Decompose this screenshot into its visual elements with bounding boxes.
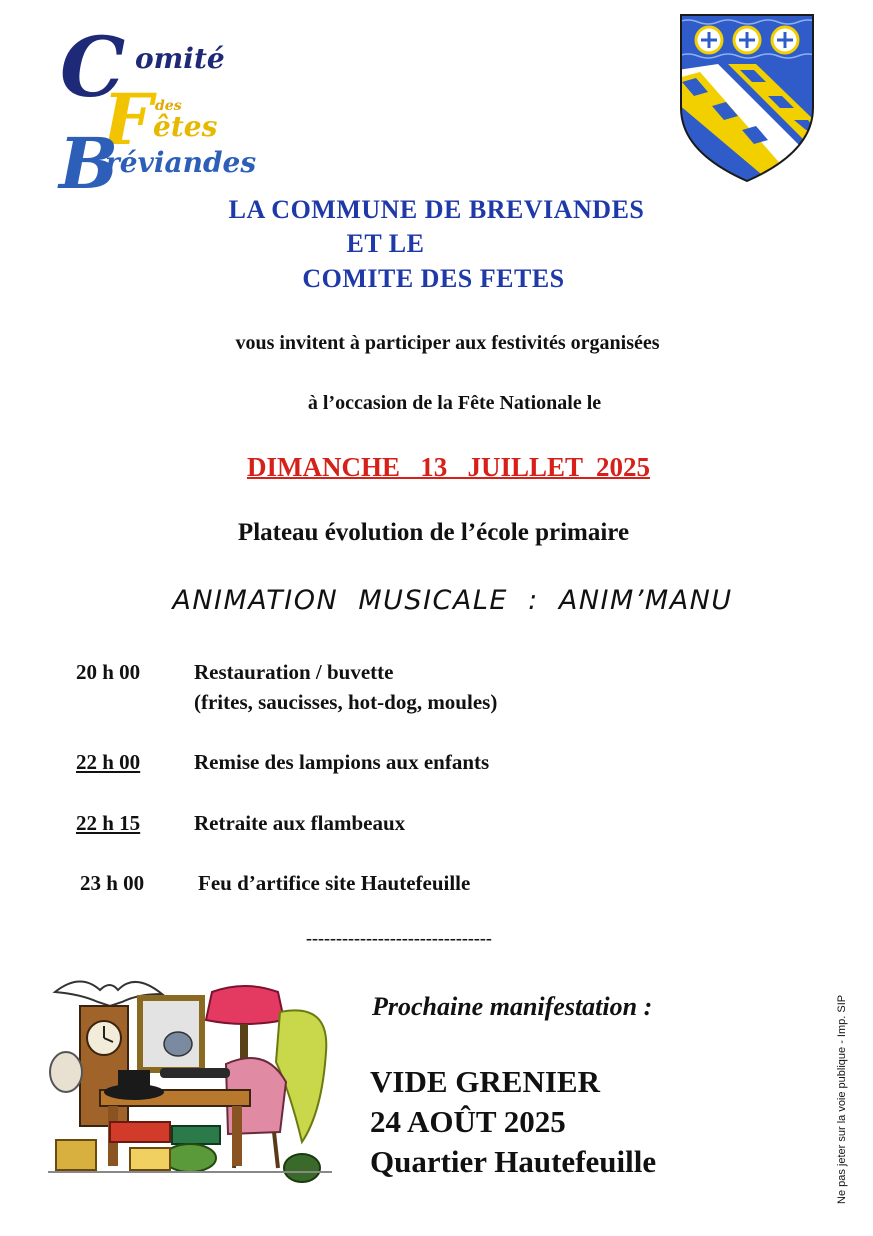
logo-letter-b: B (59, 122, 119, 205)
invitation-line-1: vous invitent à participer aux festivités organisées (235, 332, 660, 354)
logo-word-etes: êtes (153, 110, 218, 143)
logo-word-des: des (155, 98, 182, 114)
next-event-date: 24 AOÛT 2025 (370, 1104, 566, 1139)
logo-word-reviandes: réviandes (105, 146, 257, 179)
schedule-time: 22 h 00 (76, 750, 141, 774)
event-date: DIMANCHE 13 JUILLET 2025 (246, 452, 651, 482)
print-notice: Ne pas jeter sur la voie publique - Imp. SIP (836, 994, 848, 1204)
separator: ------------------------------- (306, 928, 492, 948)
schedule-time: 23 h 00 (80, 871, 145, 895)
schedule-event: Retraite aux flambeaux (194, 811, 406, 835)
next-event-name: VIDE GRENIER (370, 1064, 600, 1099)
schedule-event: Restauration / buvette (194, 660, 394, 684)
header-line-comite: COMITE DES FETES (302, 264, 565, 293)
schedule-event: Feu d’artifice site Hautefeuille (198, 871, 471, 895)
header-line-et-le: ET LE (346, 229, 425, 258)
invitation-line-2: à l’occasion de la Fête Nationale le (307, 392, 602, 414)
next-event-label: Prochaine manifestation : (372, 992, 653, 1021)
event-location: Plateau évolution de l’école primaire (237, 519, 630, 546)
schedule-time: 22 h 15 (76, 811, 141, 835)
coat-of-arms-icon (678, 12, 816, 184)
logo-letter-f: F (103, 78, 153, 161)
comite-des-fetes-logo (55, 20, 285, 205)
schedule-event: Remise des lampions aux enfants (194, 750, 490, 774)
schedule-time: 20 h 00 (76, 660, 141, 684)
header-line-commune: LA COMMUNE DE BREVIANDES (228, 195, 645, 224)
logo-word-omite: omité (135, 42, 225, 75)
schedule-event-detail: (frites, saucisses, hot-dog, moules) (194, 690, 498, 714)
next-event-place: Quartier Hautefeuille (370, 1144, 657, 1179)
musical-animation: ANIMATION MUSICALE : ANIM’MANU (172, 585, 733, 616)
logo-letter-c: C (60, 20, 126, 116)
vintage-objects-illustration (40, 972, 340, 1197)
